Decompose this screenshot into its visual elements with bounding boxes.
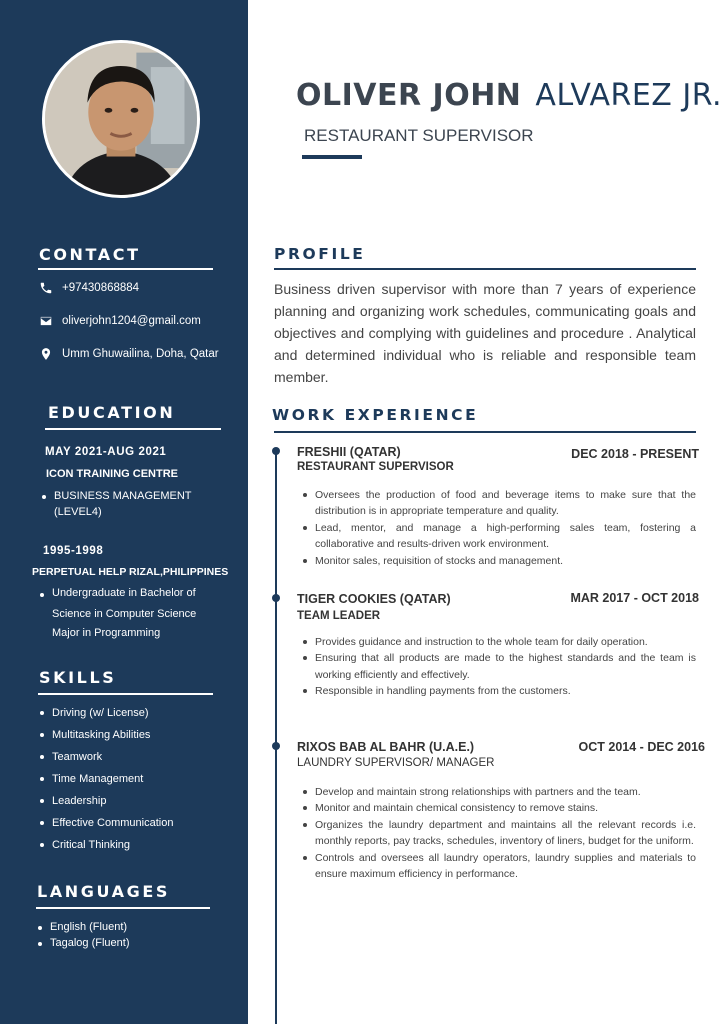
education-detail-line: Major in Programming [52,626,161,639]
skill-item: Time Management [38,768,173,790]
timeline-dot [272,447,280,455]
job-role: RESTAURANT SUPERVISOR [304,126,534,145]
contact-divider [38,268,213,270]
skill-item: Multitasking Abilities [38,724,173,746]
contact-heading: CONTACT [39,245,141,264]
list-item: BUSINESS MANAGEMENT [40,488,192,504]
list-item: Organizes the laundry department and maintains all the relevant records i.e. monthly reports, pay tracks, schedules, inventory of liners, budget for the uniform. [300,817,696,850]
sidebar [0,0,248,1024]
skill-item: Effective Communication [38,812,173,834]
contact-address [38,346,219,362]
address-text: Umm Ghuwailina, Doha, Qatar [62,348,219,360]
job-date: MAR 2017 - OCT 2018 [570,591,699,605]
skills-divider [38,693,213,695]
list-item: Monitor and maintain chemical consistency to remove stains. [300,800,696,816]
skills-list [38,702,173,856]
list-item: Oversees the production of food and beverage items to make sure that the distribution is in appropriate temperature and quality. [300,487,696,520]
full-name [296,78,722,113]
languages-divider [36,907,210,909]
contact-phone[interactable] [38,280,139,296]
list-item: Undergraduate in Bachelor of [38,584,196,603]
first-name: OLIVER JOHN [296,78,522,113]
experience-heading: WORK EXPERIENCE [272,406,479,424]
last-name: ALVAREZ JR. [535,78,723,113]
list-item: Monitor sales, requisition of stocks and management. [300,553,696,569]
contact-email[interactable] [38,313,201,329]
phone-number: +97430868884 [62,282,140,294]
education-school: ICON TRAINING CENTRE [46,468,178,480]
job-title: LAUNDRY SUPERVISOR/ MANAGER [297,757,495,769]
job-bullets [300,784,696,882]
job-title: TEAM LEADER [297,610,381,622]
list-item: Lead, mentor, and manage a high-performing sales team, fostering a collaborative and results-driven work environment. [300,520,696,553]
skill-item: Critical Thinking [38,834,173,856]
education-school: PERPETUAL HELP RIZAL,PHILIPPINES [32,566,229,578]
list-item: Provides guidance and instruction to the whole team for daily operation. [300,634,696,650]
education-detail-line: Science in Computer Science [52,608,197,620]
profile-summary: Business driven supervisor with more than 7 years of experience planning and organizing work schedules, communicating goals and objectives and complying with guidelines and procedure . Analytical and determined individual who is reliable and responsible team member. [274,281,696,385]
job-date: DEC 2018 - PRESENT [571,447,699,461]
education-date: 1995-1998 [43,545,104,557]
email-address: oliverjohn1204@gmail.com [62,315,201,327]
job-bullets [300,634,696,700]
job-date: OCT 2014 - DEC 2016 [578,740,705,754]
profile-divider [274,268,696,270]
profile-heading: PROFILE [274,245,366,263]
list-item: Controls and oversees all laundry operators, laundry supplies and materials to ensure maximum efficiency in performance. [300,850,696,883]
education-heading: EDUCATION [48,403,176,422]
profile-photo-image [45,43,197,195]
timeline-dot [272,594,280,602]
education-detail-continued [52,605,196,642]
skills-heading: SKILLS [39,668,117,687]
language-item: Tagalog (Fluent) [36,935,130,951]
job-company: RIXOS BAB AL BAHR (U.A.E.) [297,740,475,754]
skill-item: Leadership [38,790,173,812]
education-date: MAY 2021-AUG 2021 [45,446,167,458]
language-item: English (Fluent) [36,919,130,935]
education-details [40,488,192,504]
job-bullets [300,487,696,569]
profile-photo [42,40,200,198]
email-icon [38,313,54,329]
languages-list [36,919,130,951]
education-divider [45,428,221,430]
list-item: Develop and maintain strong relationships with partners and the team. [300,784,696,800]
phone-icon [38,280,54,296]
education-details [38,584,196,603]
job-company: FRESHII (QATAR) [297,445,401,459]
list-item: Responsible in handling payments from the customers. [300,683,696,699]
location-icon [38,346,54,362]
job-company: TIGER COOKIES (QATAR) [297,592,451,606]
skill-item: Teamwork [38,746,173,768]
experience-timeline [275,448,277,1024]
list-item: Ensuring that all products are made to the highest standards and the team is working efficiently and effectively. [300,650,696,683]
skill-item: Driving (w/ License) [38,702,173,724]
languages-heading: LANGUAGES [37,882,170,901]
job-title: RESTAURANT SUPERVISOR [297,461,454,473]
experience-divider [274,431,696,433]
role-underline [302,155,362,159]
education-detail-continued: (LEVEL4) [54,506,102,518]
timeline-dot [272,742,280,750]
